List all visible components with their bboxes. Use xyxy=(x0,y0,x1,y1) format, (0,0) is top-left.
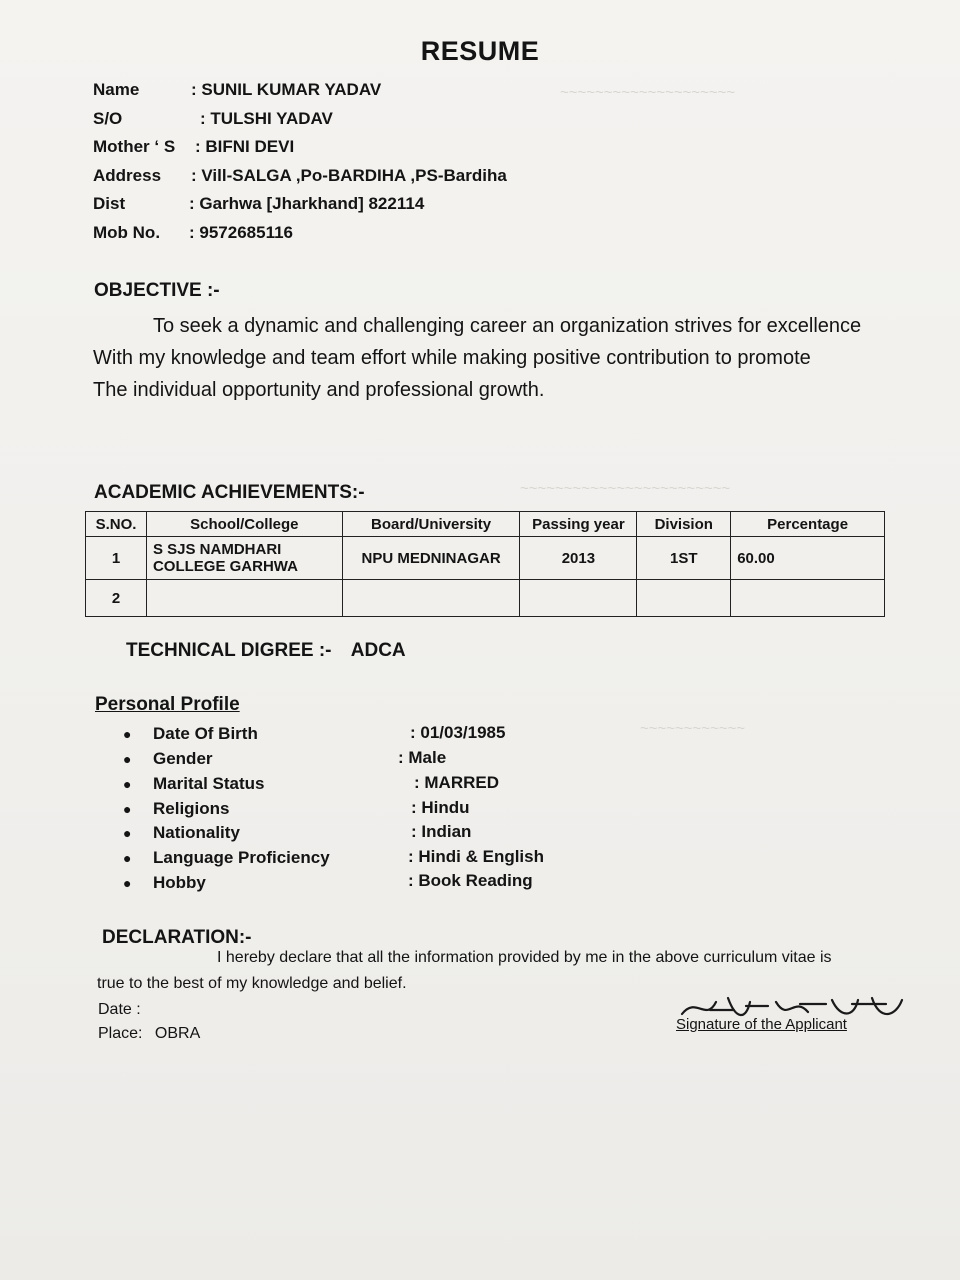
show-through-mark: ~~~~~~~~~~~~~~~~~~~~ xyxy=(560,84,736,101)
header-value: : Vill-SALGA ,Po-BARDIHA ,PS-Bardiha xyxy=(191,166,507,185)
show-through-mark: ~~~~~~~~~~~~ xyxy=(640,720,746,737)
technical-degree-value: ADCA xyxy=(350,640,406,661)
header-value: : SUNIL KUMAR YADAV xyxy=(191,80,382,99)
declaration-line: I hereby declare that all the information provided by me in the above curriculum vitae is xyxy=(217,949,832,966)
profile-item-value: : Hindi & English xyxy=(408,847,544,866)
bullet-icon: ● xyxy=(123,776,132,792)
cell-sno: 1 xyxy=(86,537,147,580)
profile-item xyxy=(123,823,240,843)
cell-year: 2013 xyxy=(520,537,637,580)
cell-school xyxy=(146,580,342,617)
header-value: : BIFNI DEVI xyxy=(195,137,295,156)
cell-sno: 2 xyxy=(86,580,147,617)
cell-school-line: COLLEGE GARHWA xyxy=(152,558,298,575)
objective-line: With my knowledge and team effort while making positive contribution to promote xyxy=(93,347,811,369)
place-label: Place: xyxy=(98,1025,143,1042)
bullet-icon: ● xyxy=(123,726,132,742)
bullet-icon: ● xyxy=(123,850,132,866)
bullet-icon: ● xyxy=(123,825,132,841)
profile-item-label: Nationality xyxy=(153,823,240,842)
header-label: Mob No. xyxy=(93,223,161,242)
profile-item xyxy=(123,724,258,744)
profile-heading: Personal Profile xyxy=(95,694,240,715)
cell-percentage: 60.00 xyxy=(731,537,885,580)
place-value: OBRA xyxy=(154,1025,201,1042)
profile-item xyxy=(123,774,264,794)
date-label: Date : xyxy=(98,1001,141,1018)
cell-school-line: S SJS NAMDHARI xyxy=(152,541,282,558)
bullet-icon: ● xyxy=(123,875,132,891)
profile-item xyxy=(123,799,230,819)
cell-division xyxy=(637,580,731,617)
header-label: Dist xyxy=(93,194,126,213)
table-row xyxy=(86,537,885,580)
header-value: : TULSHI YADAV xyxy=(200,109,333,128)
objective-line: The individual opportunity and professional growth. xyxy=(93,379,545,401)
objective-paragraph xyxy=(93,310,923,406)
header-value: : 9572685116 xyxy=(189,223,293,242)
bullet-icon: ● xyxy=(123,801,132,817)
profile-item xyxy=(123,848,330,868)
profile-item xyxy=(123,749,213,769)
column-header-percentage: Percentage xyxy=(731,512,885,537)
column-header-school: School/College xyxy=(146,512,342,537)
profile-item-label: Marital Status xyxy=(153,774,265,793)
academic-heading: ACADEMIC ACHIEVEMENTS:- xyxy=(94,482,365,503)
declaration-heading: DECLARATION:- xyxy=(102,927,252,948)
header-label: S/O xyxy=(93,109,123,128)
profile-item-value: : MARRED xyxy=(414,773,499,792)
profile-item-label: Date Of Birth xyxy=(153,724,258,743)
table-row xyxy=(86,580,885,617)
cell-board xyxy=(342,580,520,617)
cell-division: 1ST xyxy=(637,537,731,580)
academic-table xyxy=(85,511,885,617)
profile-item-value: : Book Reading xyxy=(408,871,533,890)
header-label: Mother ‘ S xyxy=(93,137,176,156)
profile-item-value: : Male xyxy=(398,748,447,767)
cell-percentage xyxy=(731,580,885,617)
profile-item-value: : Hindu xyxy=(411,798,470,817)
profile-item-value: : Indian xyxy=(411,822,472,841)
cell-board: NPU MEDNINAGAR xyxy=(342,537,520,580)
technical-degree-label: TECHNICAL DIGREE :- xyxy=(126,640,332,661)
header-label: Address xyxy=(93,166,162,185)
cell-school xyxy=(146,537,342,580)
profile-item-value: : 01/03/1985 xyxy=(410,723,506,742)
page-title: RESUME xyxy=(420,36,540,66)
column-header-year: Passing year xyxy=(520,512,637,537)
column-header-board: Board/University xyxy=(342,512,520,537)
signature-caption: Signature of the Applicant xyxy=(676,1016,847,1033)
show-through-mark: ~~~~~~~~~~~~~~~~~~~~~~~~ xyxy=(520,480,731,497)
header-value: : Garhwa [Jharkhand] 822114 xyxy=(189,194,425,213)
profile-item-label: Gender xyxy=(153,749,213,768)
profile-item-label: Religions xyxy=(153,799,230,818)
column-header-sno: S.NO. xyxy=(86,512,147,537)
declaration-line: true to the best of my knowledge and belief. xyxy=(97,975,407,992)
objective-line: To seek a dynamic and challenging career an organization strives for excellence xyxy=(153,315,862,337)
profile-item xyxy=(123,873,206,893)
cell-year xyxy=(520,580,637,617)
bullet-icon: ● xyxy=(123,751,132,767)
column-header-division: Division xyxy=(637,512,731,537)
place-field xyxy=(98,1025,200,1043)
table-header-row xyxy=(86,512,885,537)
objective-heading: OBJECTIVE :- xyxy=(94,280,220,301)
header-label: Name xyxy=(93,80,140,99)
technical-degree xyxy=(126,640,406,662)
profile-item-label: Hobby xyxy=(153,873,206,892)
profile-item-label: Language Proficiency xyxy=(153,848,330,867)
